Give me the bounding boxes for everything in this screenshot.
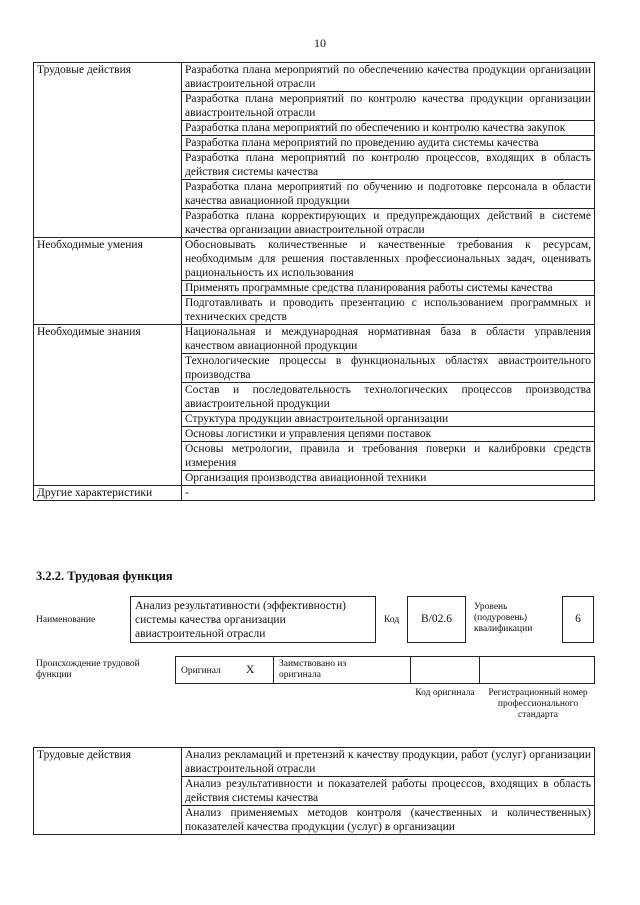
table-cell: Разработка плана мероприятий по обеспечению и контролю качества закупок xyxy=(182,121,595,136)
table-cell: Разработка плана мероприятий по контролю качества продукции организации авиастроительной отрасли xyxy=(182,92,595,121)
table-cell: Подготавливать и проводить презентацию с использованием программных и технических средств xyxy=(182,296,595,325)
table-cell: Основы логистики и управления цепями поставок xyxy=(182,427,595,442)
row-label: Необходимые умения xyxy=(34,238,182,325)
origin-divider xyxy=(479,656,480,684)
function-name-value: Анализ результативности (эффективности) системы качества организации авиастроительной отрасли xyxy=(135,600,346,640)
origin-divider xyxy=(273,656,274,684)
table-cell: Разработка плана мероприятий по обеспечению качества продукции организации авиастроительной отрасли xyxy=(182,63,595,92)
table-cell: Основы метрологии, правила и требования поверки и калибровки средств измерения xyxy=(182,442,595,471)
table-cell: Анализ результативности и показателей работы процессов, входящих в область действия системы качества xyxy=(182,777,595,806)
row-label: Другие характеристики xyxy=(34,486,182,501)
row-label: Трудовые действия xyxy=(34,63,182,238)
code-original-label: Код оригинала xyxy=(415,688,475,698)
code-label: Код xyxy=(384,615,400,625)
row-label: Необходимые знания xyxy=(34,325,182,486)
code-box xyxy=(407,596,466,643)
table-cell: Применять программные средства планирования работы системы качества xyxy=(182,281,595,296)
table-cell: Разработка плана корректирующих и предупреждающих действий в системе качества организации авиастроительной отрасли xyxy=(182,209,595,238)
table-cell: Анализ применяемых методов контроля (качественных и количественных) показателей качества продукции (услуг) в организации xyxy=(182,806,595,835)
table-cell: Национальная и международная нормативная база в области управления качеством авиационной продукции xyxy=(182,325,595,354)
original-mark: X xyxy=(246,664,255,676)
table-row xyxy=(34,63,595,92)
table-cell: Разработка плана мероприятий по проведению аудита системы качества xyxy=(182,136,595,151)
function-name-box xyxy=(130,596,376,643)
table-cell: - xyxy=(182,486,595,501)
level-value: 6 xyxy=(575,613,581,625)
level-label: Уровень (подуровень) квалификации xyxy=(474,602,533,634)
table-cell: Структура продукции авиастроительной организации xyxy=(182,412,595,427)
name-label: Наименование xyxy=(36,615,96,625)
borrowed-label: Заимствовано из оригинала xyxy=(279,659,347,680)
table-cell: Технологические процессы в функциональных областях авиастроительного производства xyxy=(182,354,595,383)
table-cell: Состав и последовательность технологических процессов производства авиастроительной продукции xyxy=(182,383,595,412)
table-cell: Разработка плана мероприятий по контролю процессов, входящих в область действия системы качества xyxy=(182,151,595,180)
requirements-table-2 xyxy=(33,747,595,835)
page-number: 10 xyxy=(314,36,326,50)
table-row xyxy=(34,238,595,281)
table-row xyxy=(34,748,595,777)
table-cell: Обосновывать количественные и качественные требования к ресурсам, необходимым для решения поставленных профессиональных задач, оценивать рациональность их использования xyxy=(182,238,595,281)
table-cell: Разработка плана мероприятий по обучению и подготовке персонала в области качества авиационной продукции xyxy=(182,180,595,209)
origin-label: Происхождение трудовой функции xyxy=(36,659,140,680)
origin-divider xyxy=(410,656,411,684)
reg-number-label: Регистрационный номер профессионального стандарта xyxy=(488,688,588,720)
table-row xyxy=(34,325,595,354)
table-row xyxy=(34,486,595,501)
origin-box xyxy=(175,656,595,684)
section-title: 3.2.2. Трудовая функция xyxy=(36,569,173,583)
requirements-table xyxy=(33,62,595,501)
row-label: Трудовые действия xyxy=(34,748,182,835)
table-cell: Анализ рекламаций и претензий к качеству продукции, работ (услуг) организации авиастроительной отрасли xyxy=(182,748,595,777)
table-cell: Организация производства авиационной техники xyxy=(182,471,595,486)
original-label: Оригинал xyxy=(181,666,221,676)
level-box xyxy=(562,596,594,643)
code-value: B/02.6 xyxy=(421,613,452,625)
